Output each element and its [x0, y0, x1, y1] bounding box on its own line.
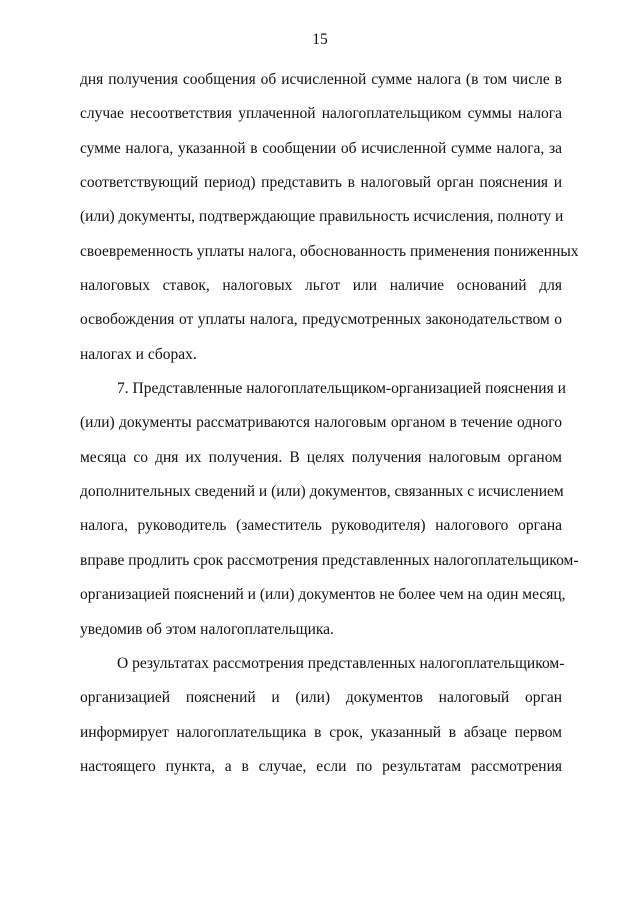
page-number: 15 — [312, 31, 328, 48]
document-body — [80, 63, 579, 784]
paragraph-continued — [80, 63, 579, 372]
text-line: налоговых ставок, налоговых льгот или наличие оснований для — [80, 277, 562, 295]
text-line: месяца со дня их получения. В целях получения налоговым органом — [80, 448, 562, 466]
paragraph-results — [80, 647, 565, 784]
text-line: (или) документы, подтверждающие правильность исчисления, полноту и — [80, 208, 564, 226]
text-line: сумме налога, указанной в сообщении об исчисленной сумме налога, за — [80, 139, 562, 157]
text-line: (или) документы рассматриваются налоговым органом в течение одного — [80, 414, 562, 432]
text-line: налога, руководитель (заместитель руководителя) налогового органа — [80, 517, 562, 535]
paragraph-item-7 — [80, 372, 579, 647]
text-line: настоящего пункта, а в случае, если по результатам рассмотрения — [80, 757, 562, 775]
text-line: информирует налогоплательщика в срок, указанный в абзаце первом — [80, 723, 562, 741]
text-line: случае несоответствия уплаченной налогоплательщиком суммы налога — [80, 105, 562, 123]
text-line: налогах и сборах. — [80, 345, 197, 363]
text-line: вправе продлить срок рассмотрения представленных налогоплательщиком- — [80, 551, 579, 569]
text-line: 7. Представленные налогоплательщиком-организацией пояснения и — [117, 380, 566, 398]
text-line: О результатах рассмотрения представленных налогоплательщиком- — [117, 654, 565, 672]
text-line: соответствующий период) представить в налоговый орган пояснения и — [80, 174, 562, 192]
text-line: дня получения сообщения об исчисленной сумме налога (в том числе в — [80, 71, 562, 88]
text-line: дополнительных сведений и (или) документов, связанных с исчислением — [80, 483, 564, 501]
text-line: своевременность уплаты налога, обоснованность применения пониженных — [80, 242, 579, 260]
text-line: освобождения от уплаты налога, предусмотренных законодательством о — [80, 311, 562, 329]
text-line: уведомив об этом налогоплательщика. — [80, 620, 334, 638]
text-line: организацией пояснений и (или) документов налоговый орган — [80, 689, 562, 707]
text-line: организацией пояснений и (или) документов не более чем на один месяц, — [80, 586, 566, 604]
